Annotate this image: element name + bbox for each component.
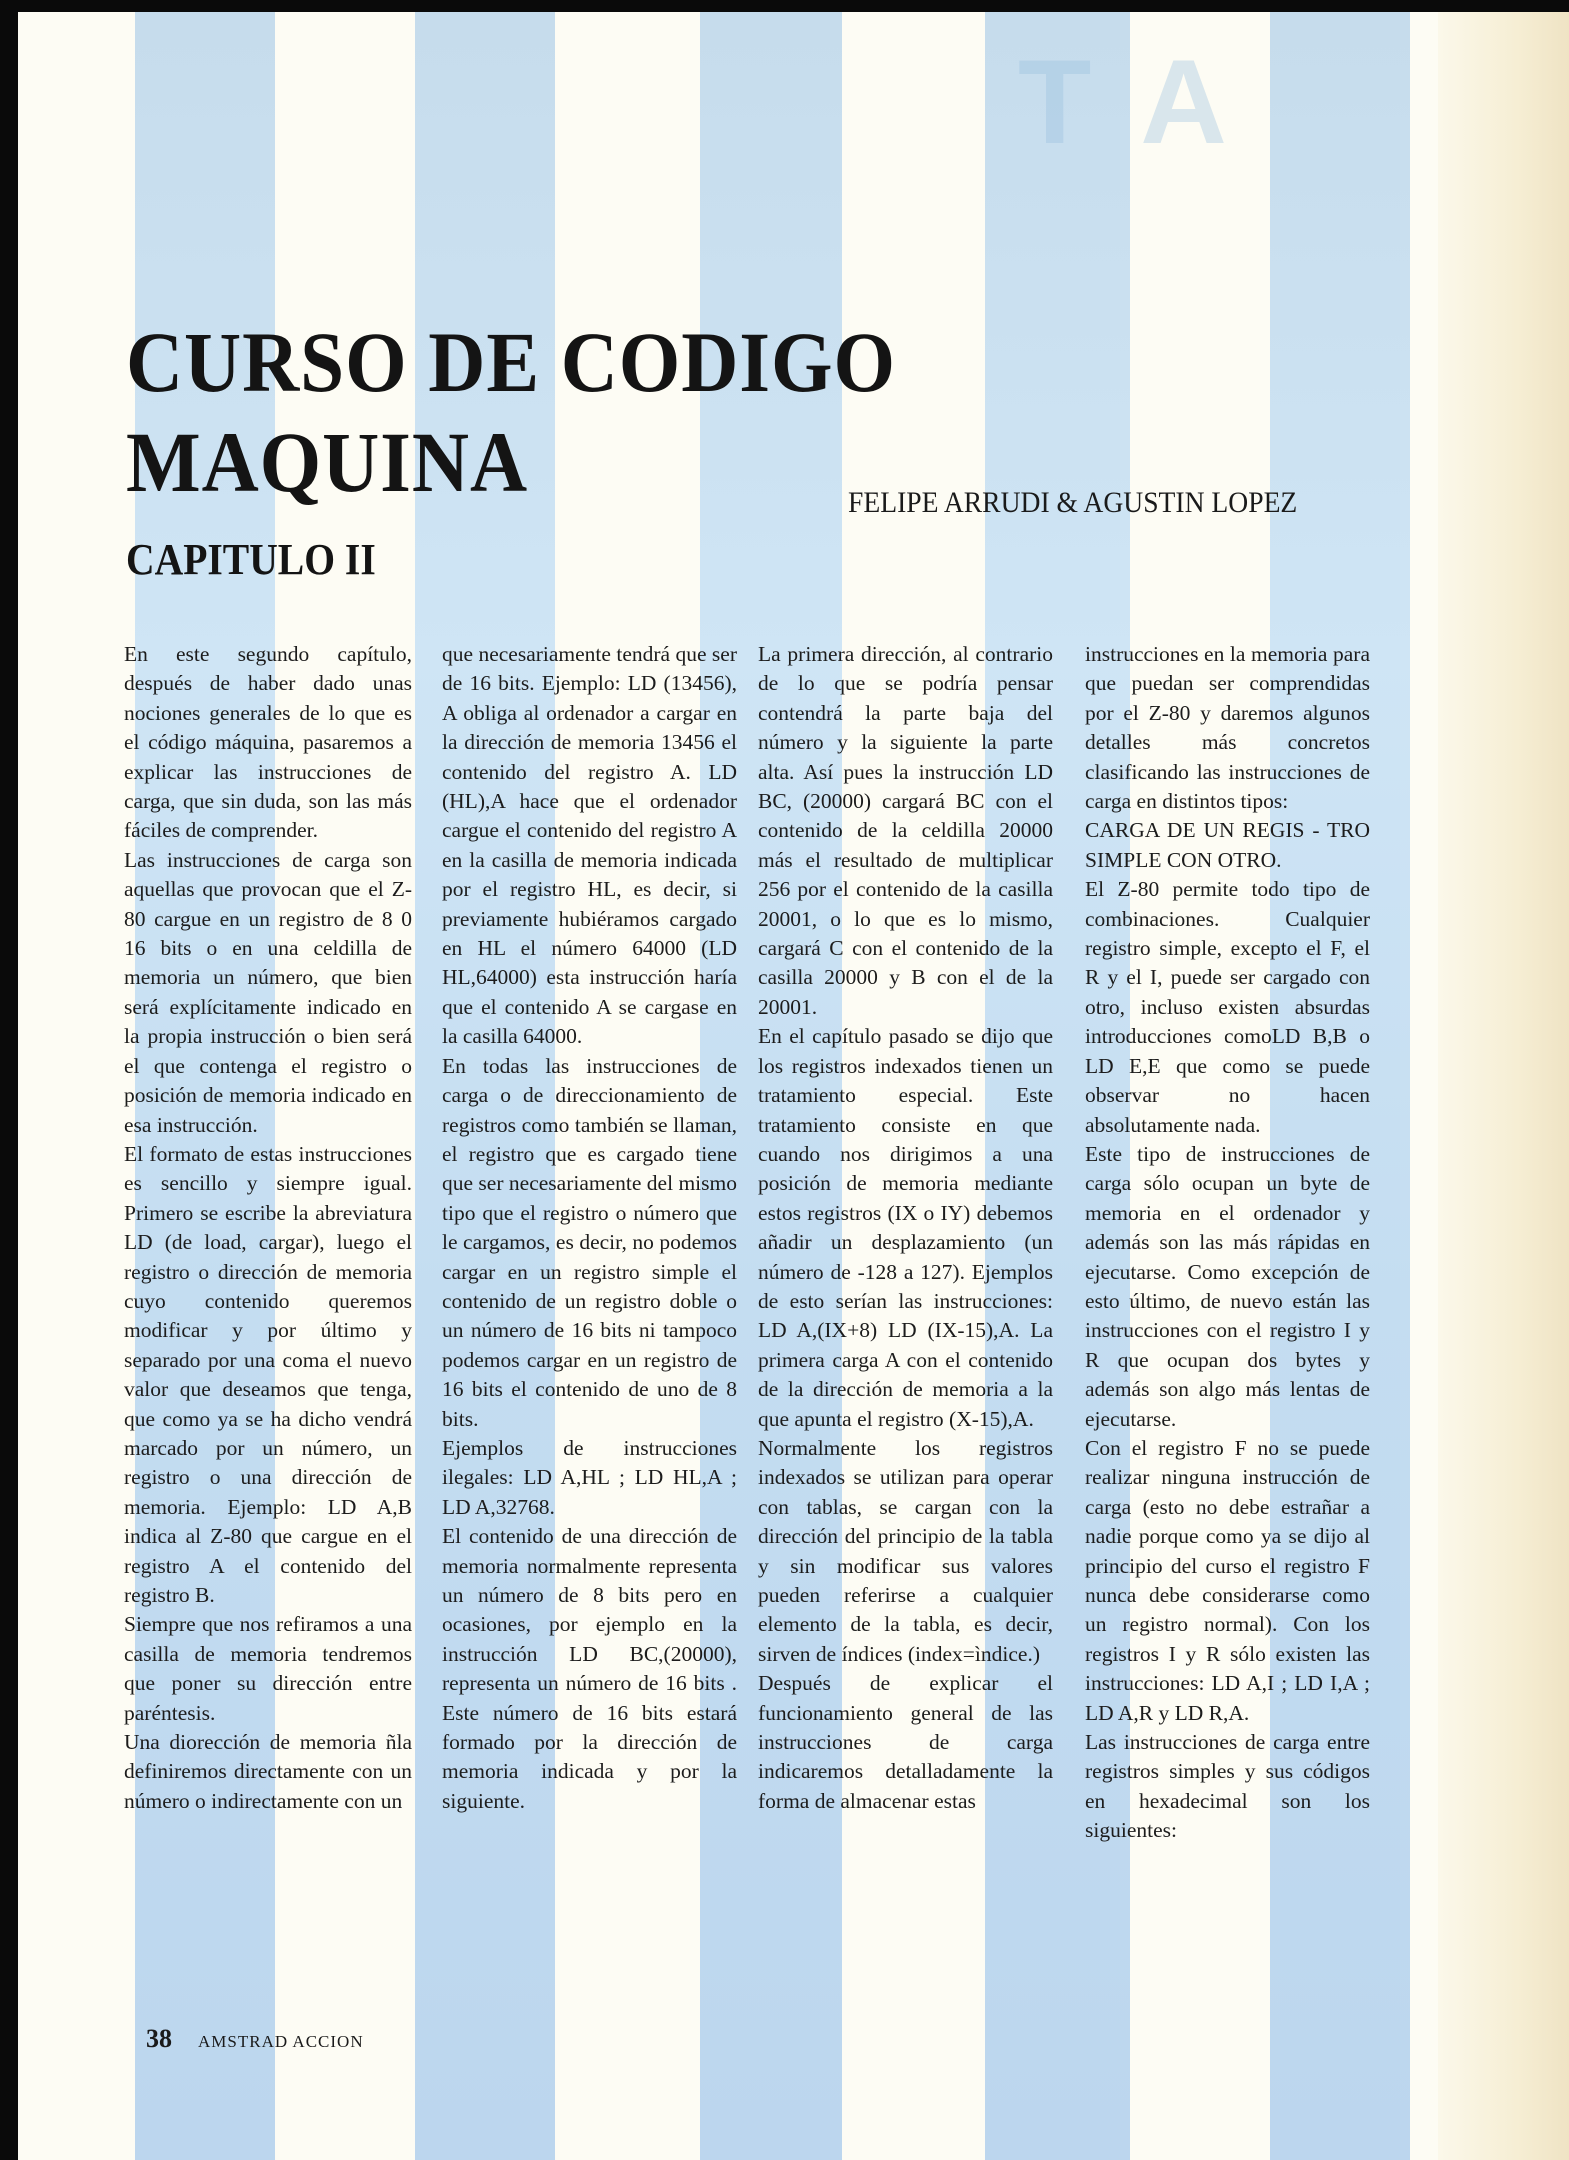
paragraph: La primera dirección, al contrario de lo que se podría pensar contendrá la parte baja del número y la siguiente la parte alta. Así pues la instrucción LD BC, (20000) cargará BC con el contenido de la celdilla 20000 más el resultado de multiplicar 256 por el contenido de la casilla 20001, o lo que es lo mismo, cargará C con el contenido de la casilla 20000 y B con el de la 20001. xyxy=(758,642,1053,1019)
text-column-2 xyxy=(442,640,737,1816)
chapter-heading: CAPITULO II xyxy=(126,535,376,584)
paragraph: El contenido de una dirección de memoria normalmente representa un número de 8 bits pero en ocasiones, por ejemplo en la instrucción LD BC,(20000), representa un número de 16 bits . Este número de 16 bits estará formado por la dirección de memoria indicada y por la siguiente. xyxy=(442,1524,737,1813)
paragraph: que necesariamente tendrá que ser de 16 bits. Ejemplo: LD (13456), A obliga al ordenador a cargar en la dirección de memoria 13456 el contenido del registro A. LD (HL),A hace que el ordenador cargue el contenido del registro A en la casilla de memoria indicada por el registro HL, es decir, si previamente hubiéramos cargado en HL el número 64000 (LD HL,64000) esta instrucción haría que el contenido A se cargase en la casilla 64000. xyxy=(442,642,737,1049)
paragraph: Después de explicar el funcionamiento general de las instrucciones de carga indicaremos detalladamente la forma de almacenar estas xyxy=(758,1671,1053,1813)
paragraph: Una diorección de memoria ñla definiremos directamente con un número o indirectamente con un xyxy=(124,1730,412,1813)
page-edge xyxy=(1438,12,1569,2160)
paragraph: Las instrucciones de carga entre registros simples y sus códigos en hexadecimal son los siguientes: xyxy=(1085,1730,1370,1843)
text-column-4 xyxy=(1085,640,1370,1846)
background-watermark: T A xyxy=(1018,35,1237,169)
article-title xyxy=(126,312,896,512)
page-number: 38 xyxy=(146,2024,172,2053)
paragraph: Las instrucciones de carga son aquellas que provocan que el Z-80 cargue en un registro de 8 0 16 bits o en una celdilla de memoria un número, que bien será explícitamente indicado en la propia instrucción o bien será el que contenga el registro o posición de memoria indicado en esa instrucción. xyxy=(124,847,412,1137)
paragraph: El formato de estas instrucciones es sencillo y siempre igual. Primero se escribe la abreviatura LD (de load, cargar), luego el registro o dirección de memoria cuyo contenido queremos modificar y por último y separado por una coma el nuevo valor que deseamos que tenga, que como ya se ha dicho vendrá marcado por un número, un registro o una dirección de memoria. Ejemplo: LD A,B indica al Z-80 que cargue en el registro A el contenido del registro B. xyxy=(124,1141,412,1607)
page-footer xyxy=(146,2024,364,2054)
magazine-page xyxy=(18,12,1569,2160)
paragraph: Siempre que nos refiramos a una casilla de memoria tendremos que poner su dirección entre paréntesis. xyxy=(124,1612,412,1725)
paragraph: En el capítulo pasado se dijo que los registros indexados tienen un tratamiento especial. Este tratamiento consiste en que cuando nos dirigimos a una posición de memoria mediante estos registros (IX o IY) debemos añadir un desplazamiento (un número de -128 a 127). Ejemplos de esto serían las instrucciones: LD A,(IX+8) LD (IX-15),A. La primera carga A con el contenido de la dirección de memoria a la que apunta el registro (X-15),A. xyxy=(758,1024,1053,1431)
paragraph: En todas las instrucciones de carga o de direccionamiento de registros como también se llaman, el registro que es cargado tiene que ser necesariamente del mismo tipo que el registro o número que le cargamos, es decir, no podemos cargar en un registro simple el contenido de un registro doble o un número de 16 bits ni tampoco podemos cargar en un registro de 16 bits el contenido de uno de 8 bits. xyxy=(442,1053,737,1431)
paragraph: El Z-80 permite todo tipo de combinaciones. Cualquier registro simple, excepto el F, el R y el I, puede ser cargado con otro, incluso existen absurdas introducciones comoLD B,B o LD E,E que como se puede observar no hacen absolutamente nada. xyxy=(1085,877,1370,1137)
article-authors: FELIPE ARRUDI & AGUSTIN LOPEZ xyxy=(848,486,1298,519)
text-column-1 xyxy=(124,640,412,1816)
title-line-2: MAQUINA xyxy=(126,414,529,510)
text-column-3 xyxy=(758,640,1053,1816)
title-line-1: CURSO DE CODIGO xyxy=(126,314,896,410)
paragraph: En este segundo capítulo, después de haber dado unas nociones generales de lo que es el código máquina, pasaremos a explicar las instrucciones de carga, que sin duda, son las más fáciles de comprender. xyxy=(124,642,412,843)
paragraph: Ejemplos de instrucciones ilegales: LD A,HL ; LD HL,A ; LD A,32768. xyxy=(442,1435,737,1519)
magazine-name: AMSTRAD ACCION xyxy=(198,2032,364,2051)
paragraph: instrucciones en la memoria para que puedan ser comprendidas por el Z-80 y daremos algunos detalles más concretos clasificando las instrucciones de carga en distintos tipos: xyxy=(1085,642,1370,814)
paragraph: Con el registro F no se puede realizar ninguna instrucción de carga (esto no debe estrañar a nadie porque como ya se dijo al principio del curso el registro F nunca debe considerarse como un registro normal). Con los registros I y R sólo existen las instrucciones: LD A,I ; LD I,A ; LD A,R y LD R,A. xyxy=(1085,1435,1370,1725)
paragraph: Normalmente los registros indexados se utilizan para operar con tablas, se cargan con la dirección del principio de la tabla y sin modificar sus valores pueden referirse a cualquier elemento de la tabla, es decir, sirven de índices (index=ìndice.) xyxy=(758,1435,1053,1666)
section-heading: CARGA DE UN REGIS - TRO SIMPLE CON OTRO. xyxy=(1085,818,1370,872)
paragraph: Este tipo de instrucciones de carga sólo ocupan un byte de memoria en el ordenador y además son las más rápidas en ejecutarse. Como excepción de esto último, de nuevo están las instrucciones con el registro I y R que ocupan dos bytes y además son algo más lentas de ejecutarse. xyxy=(1085,1141,1370,1431)
